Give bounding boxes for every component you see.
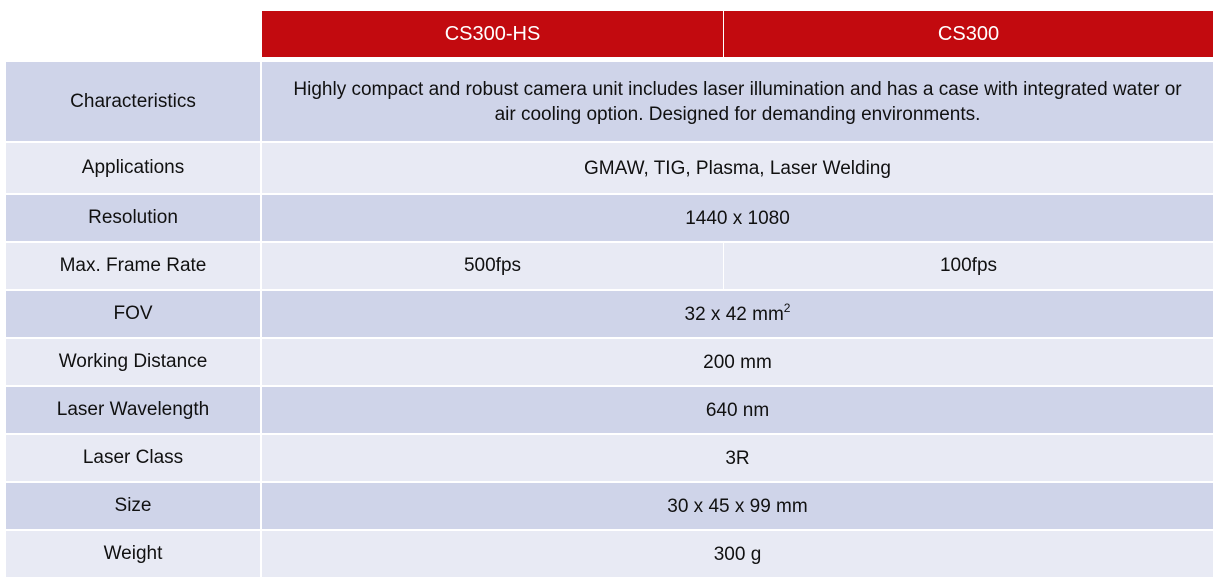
table-row	[6, 143, 1213, 193]
table-row	[6, 483, 1213, 529]
column-header-cs300-hs: CS300-HS	[262, 11, 723, 57]
row-label-frame-rate: Max. Frame Rate	[59, 255, 207, 276]
row-label-resolution: Resolution	[88, 207, 178, 228]
row-label-laser-wavelength: Laser Wavelength	[56, 399, 210, 420]
table-row	[6, 291, 1213, 337]
row-value-frame-rate-cs300: 100fps	[939, 255, 998, 276]
row-value-frame-rate-cs300-hs: 500fps	[463, 255, 522, 276]
table-row	[6, 62, 1213, 141]
table-row	[6, 339, 1213, 385]
row-label-working-distance: Working Distance	[58, 351, 208, 372]
row-label-fov: FOV	[113, 303, 153, 324]
row-label-size: Size	[114, 495, 152, 516]
row-value-working-distance: 200 mm	[703, 351, 772, 373]
row-value-laser-wavelength: 640 nm	[705, 399, 770, 421]
row-value-weight: 300 g	[713, 543, 762, 565]
row-value-laser-class: 3R	[725, 447, 750, 469]
table-row	[6, 435, 1213, 481]
row-value-resolution: 1440 x 1080	[685, 207, 790, 229]
column-header-cs300: CS300	[724, 11, 1213, 57]
row-value-applications: GMAW, TIG, Plasma, Laser Welding	[584, 157, 891, 179]
row-value-characteristics: Highly compact and robust camera unit includes laser illumination and has a case with integrated water or air cooling option. Designed for demanding environments.	[293, 78, 1182, 125]
table-row	[6, 387, 1213, 433]
row-value-fov	[262, 291, 1213, 337]
fov-value-text: 32 x 42 mm	[684, 303, 784, 325]
fov-unit-superscript: 2	[783, 300, 791, 315]
row-label-applications: Applications	[81, 157, 185, 178]
row-value-size: 30 x 45 x 99 mm	[667, 495, 808, 517]
table-row	[6, 195, 1213, 241]
row-label-laser-class: Laser Class	[82, 447, 184, 468]
row-label-characteristics: Characteristics	[70, 90, 196, 112]
table-row	[6, 243, 1213, 289]
table-row	[6, 531, 1213, 577]
row-label-weight: Weight	[103, 543, 163, 564]
